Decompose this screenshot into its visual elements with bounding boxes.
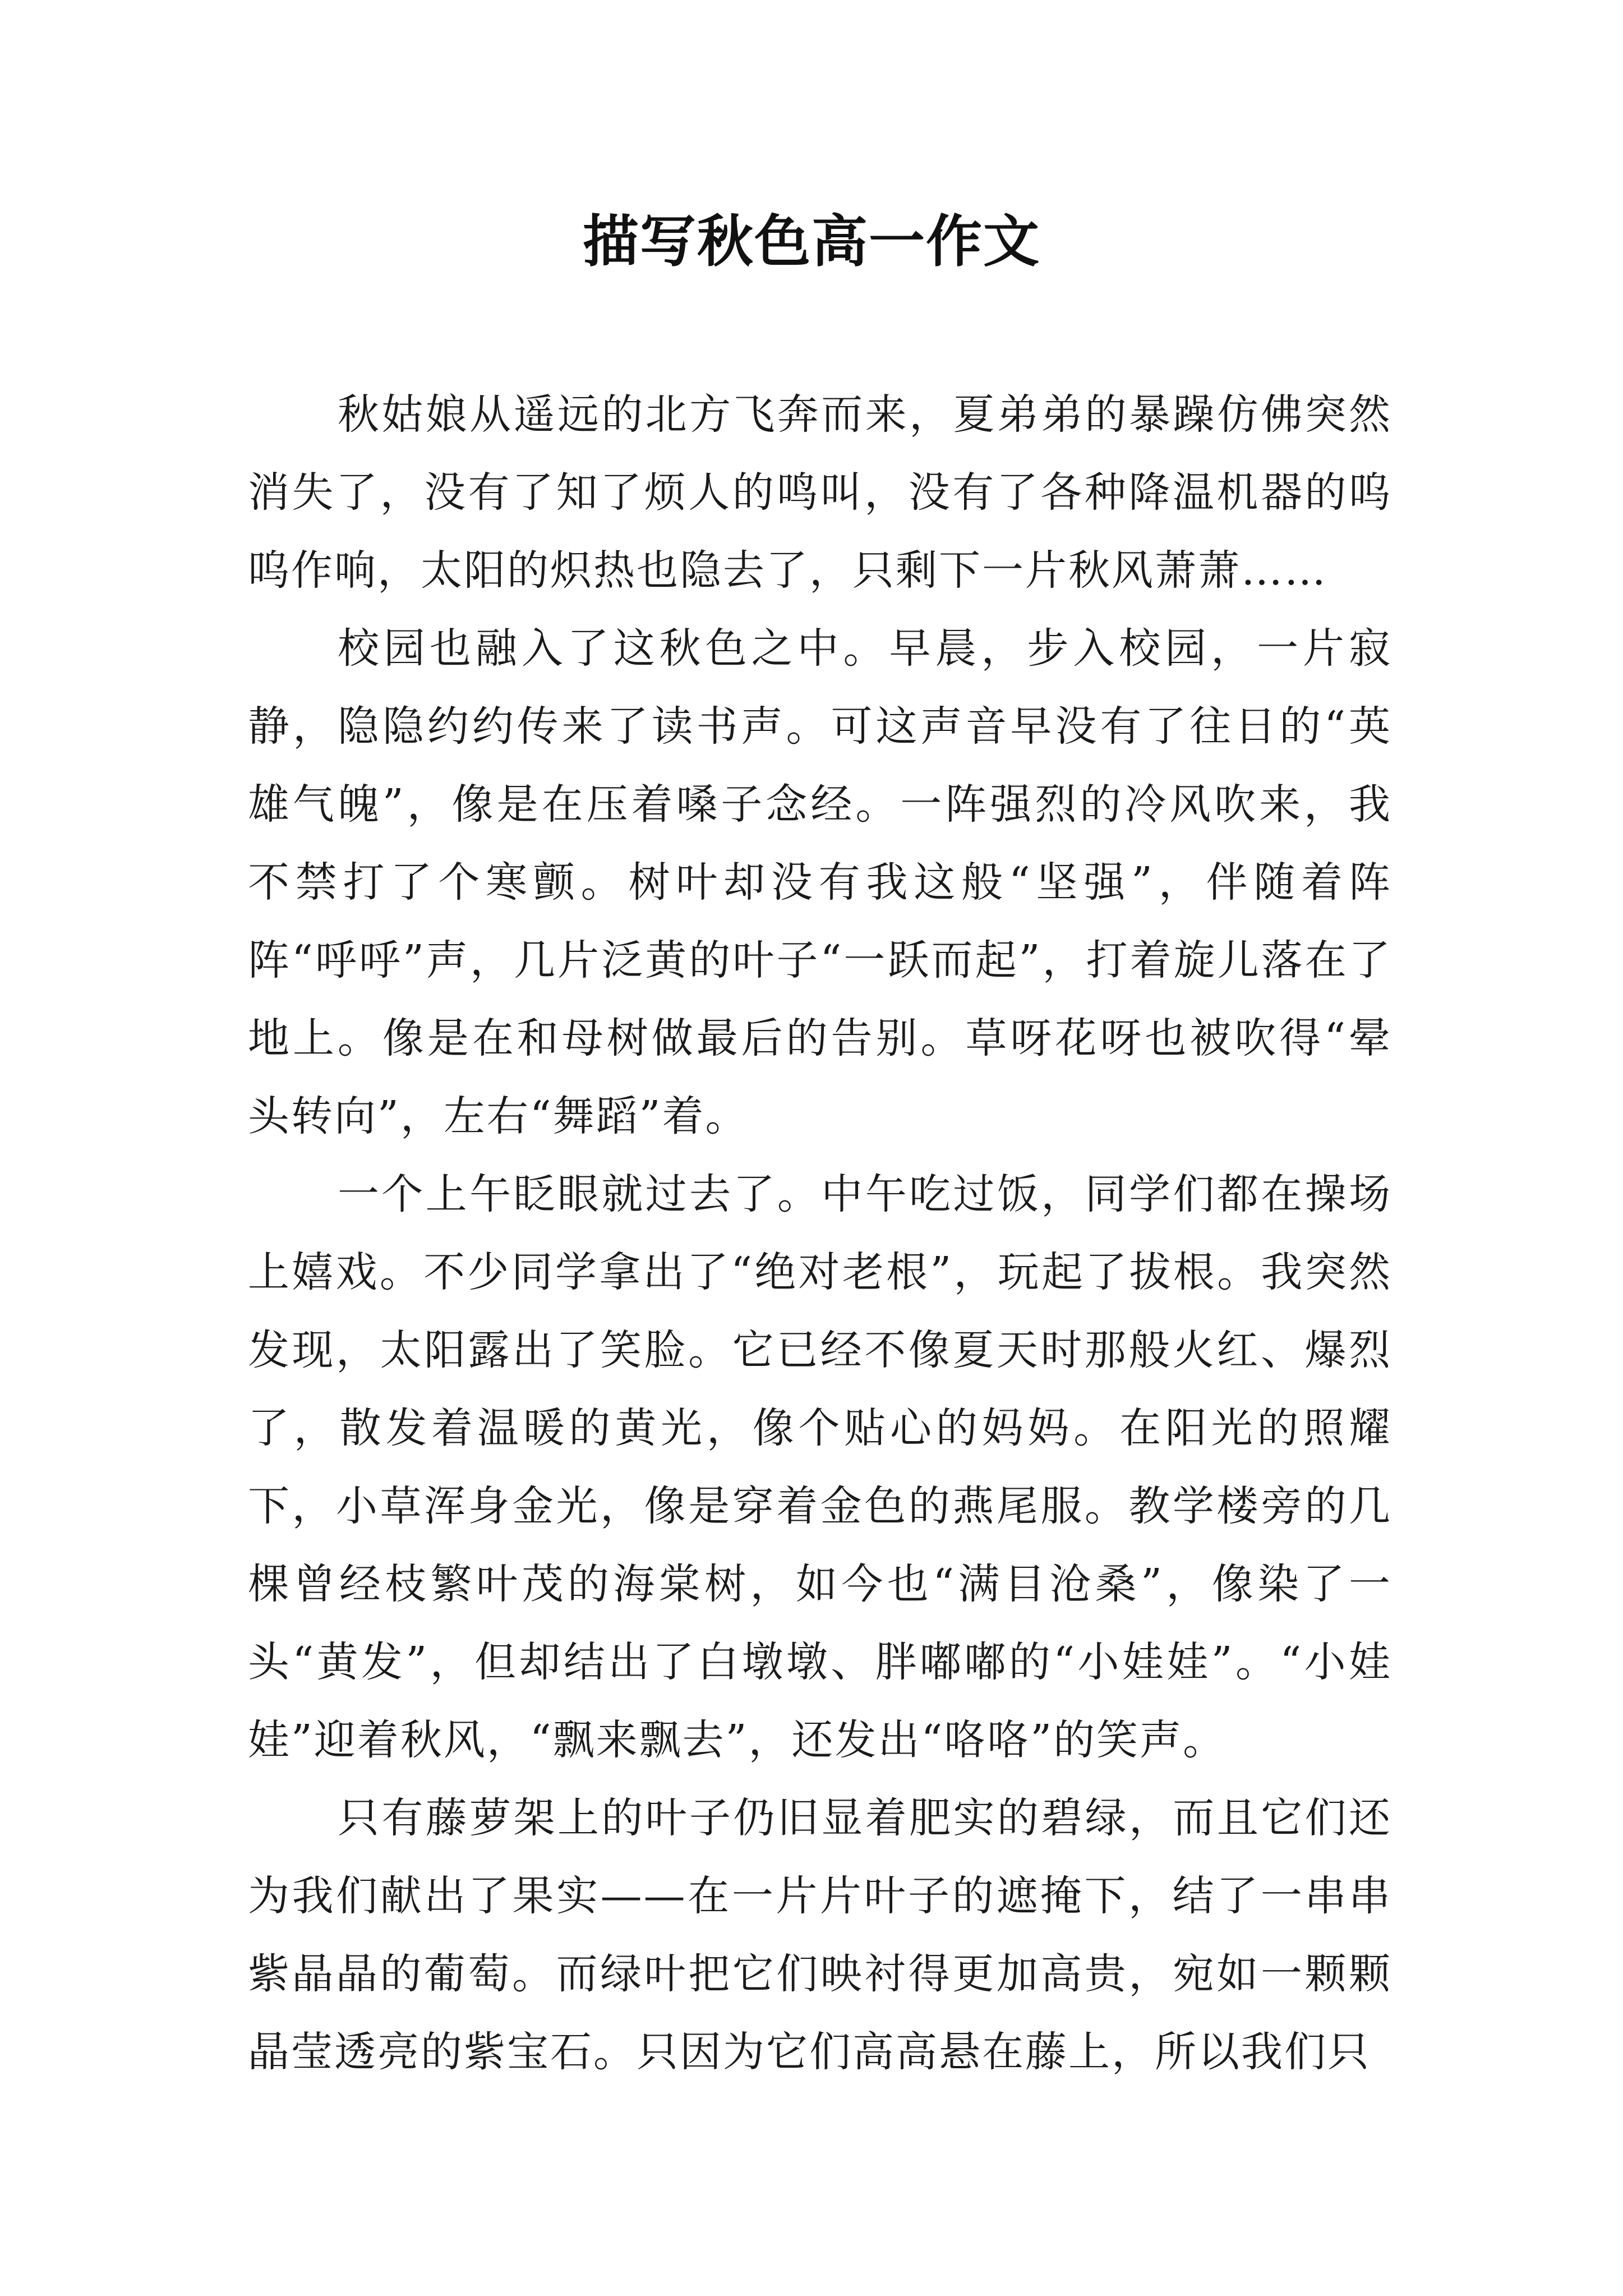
document-title: 描写秋色高一作文 [583, 208, 1040, 274]
paragraph: 校园也融入了这秋色之中。早晨，步入校园，一片寂静，隐隐约约传来了读书声。可这声音早没有了往日的“英雄气魄”，像是在压着嗓子念经。一阵强烈的冷风吹来，我不禁打了个寒颤。树叶却没有我这般“坚强”，伴随着阵阵“呼呼”声，几片泛黄的叶子“一跃而起”，打着旋儿落在了地上。像是在和母树做最后的告别。草呀花呀也被吹得“晕头转向”，左右“舞蹈”着。 [248, 624, 1392, 1140]
paragraph: 一个上午眨眼就过去了。中午吃过饭，同学们都在操场上嬉戏。不少同学拿出了“绝对老根”，玩起了拔根。我突然发现，太阳露出了笑脸。它已经不像夏天时那般火红、爆烈了，散发着温暖的黄光，像个贴心的妈妈。在阳光的照耀下，小草浑身金光，像是穿着金色的燕尾服。教学楼旁的几棵曾经枝繁叶茂的海棠树，如今也“满目沧桑”，像染了一头“黄发”，但却结出了白墩墩、胖嘟嘟的“小娃娃”。“小娃娃”迎着秋风，“飘来飘去”，还发出“咯咯”的笑声。 [248, 1170, 1392, 1764]
paragraph: 秋姑娘从遥远的北方飞奔而来，夏弟弟的暴躁仿佛突然消失了，没有了知了烦人的鸣叫，没有了各种降温机器的呜呜作响，太阳的炽热也隐去了，只剩下一片秋风萧萧…… [248, 390, 1392, 595]
document-body [248, 376, 1392, 2091]
paragraph: 只有藤萝架上的叶子仍旧显着肥实的碧绿，而且它们还为我们献出了果实——在一片片叶子的遮掩下，结了一串串紫晶晶的葡萄。而绿叶把它们映衬得更加高贵，宛如一颗颗晶莹透亮的紫宝石。只因为它们高高悬在藤上，所以我们只 [248, 1794, 1392, 2076]
